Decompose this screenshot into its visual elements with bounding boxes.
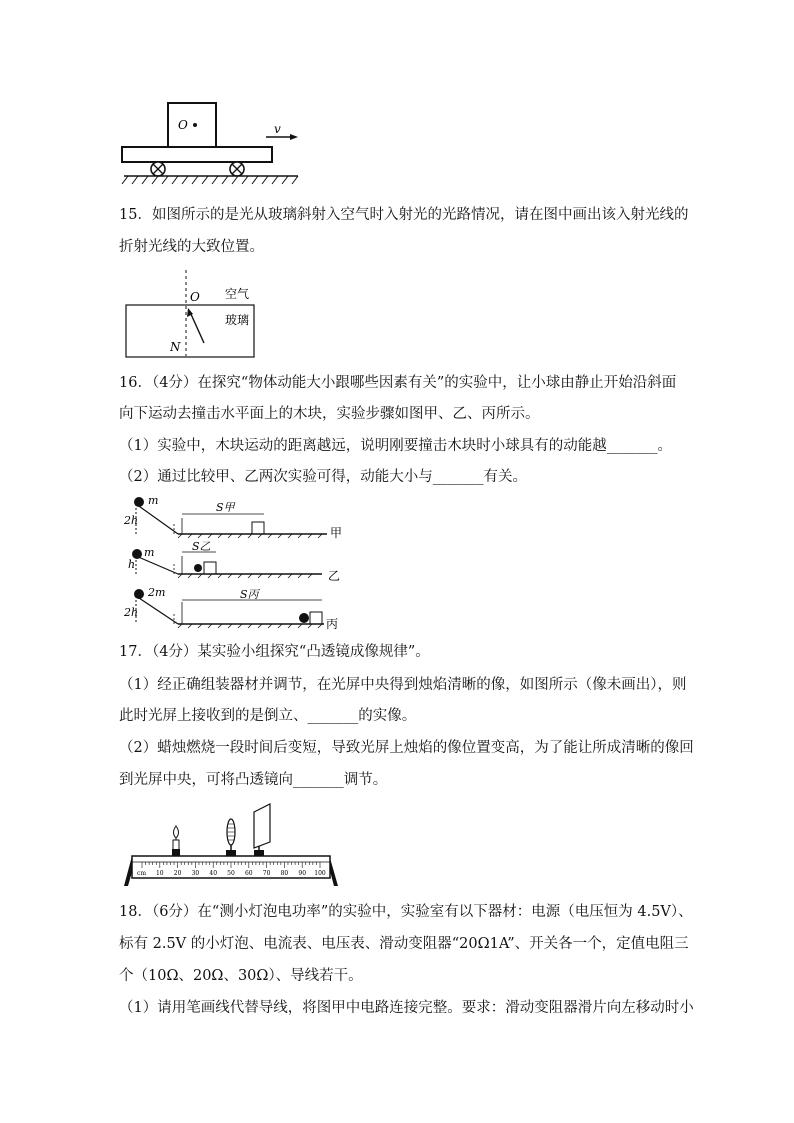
block-rect [168,103,216,147]
ramp-figure [122,494,348,636]
velocity-arrowhead [290,134,298,140]
refraction-figure [124,268,260,360]
q18-line3: 个（10Ω、20Ω、30Ω）、导线若干。 [119,968,363,984]
bing-tag: 丙 [326,617,339,631]
bench-unit-label: cm [137,870,147,877]
q17-sub2-b: 到光屏中央，可将凸透镜向_______调节。 [119,772,388,788]
bench-tick-label: 40 [209,870,218,877]
q16-sub1: （1）实验中，木块运动的距离越远，说明刚要撞击木块时小球具有的动能越_______。 [119,438,672,454]
wheel-right [230,162,244,176]
glass-label: 玻璃 [225,313,250,327]
jia-height-label: 2h [124,514,139,527]
q17-sub2-a: （2）蜡烛燃烧一段时间后变短，导致光屏上烛焰的像位置变高，为了能让所成清晰的像回 [119,740,694,756]
normal-N-label: N [170,340,181,354]
q18-line2: 标有 2.5V 的小灯泡、电流表、电压表、滑动变阻器“20Ω1A”、开关各一个，定值电阻三 [119,936,689,952]
yi-tag: 乙 [328,569,341,583]
cart-figure [118,96,308,192]
q16-line1: 16．（4分）在探究“物体动能大小跟哪些因素有关”的实验中，让小球由静止开始沿斜面 [119,375,677,391]
block-point-label: O [178,118,188,132]
bench-tick-label: 100 [314,870,326,877]
bench-tick-label: 30 [191,870,200,877]
q15-line2: 折射光线的大致位置。 [119,239,264,255]
point-O-label: O [190,290,200,304]
yi-mass-label: m [144,546,155,559]
wheel-left [151,162,165,176]
q16-sub2: （2）通过比较甲、乙两次实验可得，动能大小与_______有关。 [119,469,527,485]
bench-tick-label: 60 [244,870,253,877]
block-center-dot [193,123,197,127]
light-screen [254,804,270,856]
jia-distance-label: S甲 [216,501,235,514]
optical-bench-figure [124,800,338,890]
bing-mass-label: 2m [148,586,166,599]
convex-lens [226,819,236,856]
velocity-label: v [274,122,281,136]
q17-sub1-b: 此时光屏上接收到的是倒立、_______的实像。 [119,708,417,724]
bing-distance-label: S丙 [240,588,259,601]
jia-mass-label: m [148,494,159,507]
bench-tick-label: 20 [173,870,182,877]
bench-tick-label: 70 [262,870,271,877]
q15-line1: 15．如图所示的是光从玻璃斜射入空气时入射光的光路情况，请在图中画出该入射光线的 [119,207,689,223]
q16-line2: 向下运动去撞击水平面上的木块，实验步骤如图甲、乙、丙所示。 [119,406,540,422]
candle [172,826,180,856]
jia-tag: 甲 [330,526,343,540]
bench-tick-label: 10 [155,870,164,877]
q18-sub1: （1）请用笔画线代替导线，将图甲中电路连接完整。要求：滑动变阻器滑片向左移动时小 [119,1000,694,1016]
q17-line1: 17．（4分）某实验小组探究“凸透镜成像规律”。 [119,644,430,660]
q17-sub1-a: （1）经正确组装器材并调节，在光屏中央得到烛焰清晰的像，如图所示（像未画出），则 [119,677,687,693]
ramp-row-yi [132,549,322,578]
q18-line1: 18．（6分）在“测小灯泡电功率”的实验中，实验室有以下器材：电源（电压恒为 4.5V）、 [119,904,693,920]
incident-ray [190,312,204,343]
bench-tick-label: 90 [298,870,307,877]
yi-distance-label: S乙 [192,540,211,553]
ground-hatching [122,176,298,184]
bench-tick-label: 80 [280,870,289,877]
cart-board [122,147,272,162]
yi-height-label: h [128,558,136,571]
bench-tick-label: 50 [227,870,235,877]
air-label: 空气 [225,287,250,301]
bing-height-label: 2h [124,606,139,619]
